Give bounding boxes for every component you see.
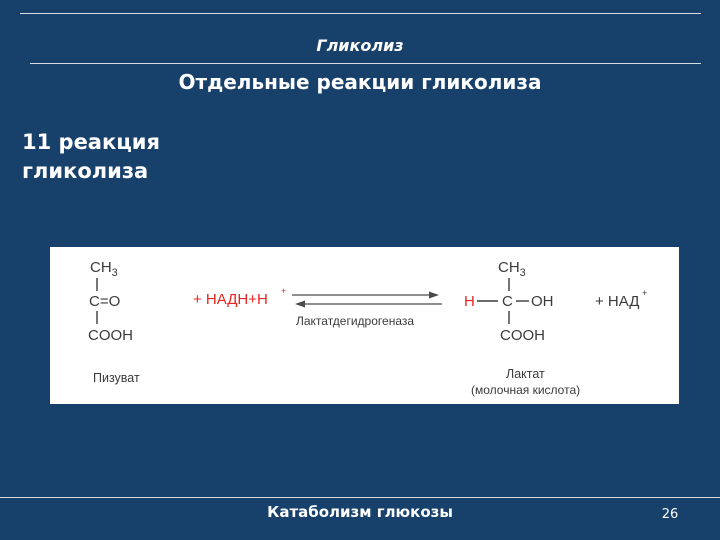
pyruvate-label: Пизуват <box>93 371 140 385</box>
enzyme-label: Лактатдегидрогеназа <box>296 314 415 328</box>
nadh-reagent: + НАДН+Н <box>193 291 268 308</box>
lactate-ch3: $CH_3$ <box>498 259 526 279</box>
title-rule <box>30 63 701 64</box>
reverse-arrowhead <box>295 301 305 308</box>
heading-line-1: 11 реакция <box>22 130 160 154</box>
slide-subtitle: Отдельные реакции гликолиза <box>178 70 542 94</box>
lactate-cooh: COOH <box>500 327 545 344</box>
page-number: 26 <box>661 507 679 522</box>
footer-rule <box>0 497 720 498</box>
forward-arrowhead <box>429 292 439 299</box>
footer-label: Катаболизм глюкозы <box>267 503 453 521</box>
reaction-diagram <box>50 247 679 404</box>
pyruvate-ch3: $CH_3$ <box>90 259 118 279</box>
pyruvate-cooh: COOH <box>88 327 133 344</box>
slide-heading <box>22 128 160 186</box>
lactate-note: (молочная кислота) <box>471 383 581 397</box>
heading-line-2: гликолиза <box>22 159 149 183</box>
nad-product: + НАД <box>595 293 640 310</box>
pyruvate-carbonyl: C=O <box>89 293 121 310</box>
nad-charge: + <box>642 288 648 298</box>
lactate-label: Лактат <box>506 367 545 381</box>
lactate-h: H <box>464 293 475 310</box>
reaction-figure <box>50 247 679 404</box>
lactate-c: C <box>502 293 513 310</box>
top-rule <box>20 13 701 14</box>
nadh-charge: + <box>281 286 287 296</box>
slide-top-title: Гликолиз <box>316 36 404 55</box>
lactate-oh: OH <box>531 293 554 310</box>
